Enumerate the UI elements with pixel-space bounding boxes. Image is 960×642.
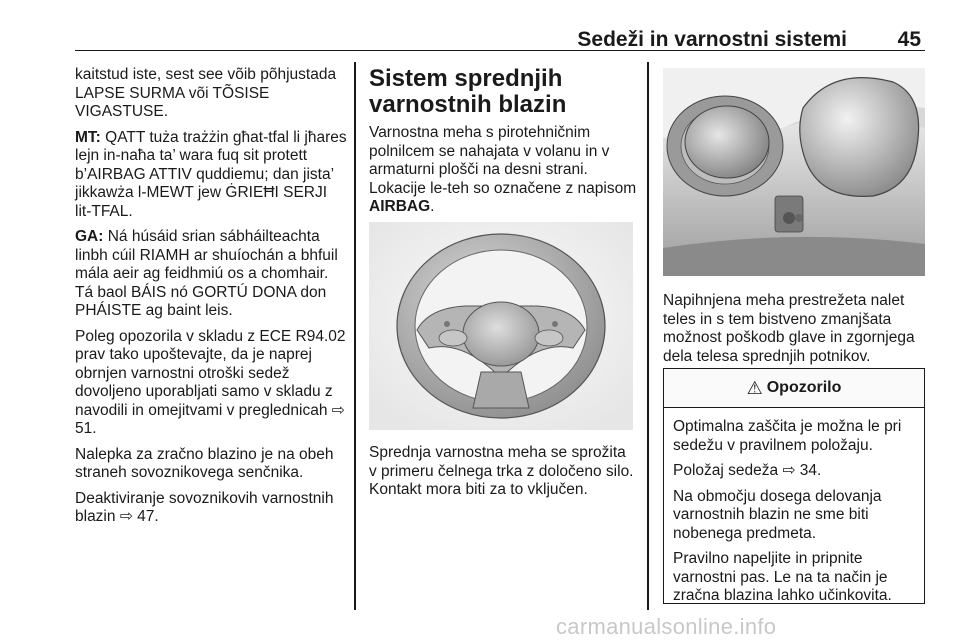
paragraph-airbag-location: Varnostna meha s pirotehničnim polnilcem se nahajata v volanu in v armaturni plošči na desni strani. Lokacije le-teh so označene z napisom AIRBAG. xyxy=(369,124,637,215)
airbag-label-text: AIRBAG xyxy=(369,198,431,215)
paragraph-ece-note: Poleg opozorila v skladu z ECE R94.02 prav tako upoštevajte, da je naprej obrnjen varnostni otroški sedež dovoljeno uporabljati samo v skladu z navodili in omejitvami v preglednicah ⇨ 51. xyxy=(75,327,346,437)
warning-paragraph-3: Na območju dosega delovanja varnostnih blazin ne sme biti nobenega predmeta. xyxy=(673,487,882,542)
paragraph-irish-text: Ná húsáid srian sábháilteachta linbh cúil RIAMH ar shuíochán a bhfuil mála aeir ag feidhmiú os a chomhair. Tá baol BÁIS nó GORTÚ DONA don PHÁISTE ag baint leis. xyxy=(75,228,338,319)
page-reference-link[interactable]: 34 xyxy=(799,462,817,479)
section-heading: Sistem sprednjih varnostnih blazin xyxy=(369,65,567,118)
warning-box xyxy=(663,368,925,604)
steering-wheel-illustration xyxy=(369,222,633,430)
page-number: 45 xyxy=(897,28,921,51)
paragraph-maltese-text: QATT tuża trażżin għat-tfal li jħares lejn in-naħa ta’ wara fuq sit protett b’AIRBAG ATTIV quddiemu; dan jista’ jikkawża l-MEWT jew ĠRIEĦI SERJI lit-TFAL. xyxy=(75,128,347,220)
warning-paragraph-4: Pravilno napeljite in pripnite varnostni pas. Le na ta način je zračna blazina lahko učinkovita. xyxy=(673,550,892,604)
page-header xyxy=(75,28,925,51)
paragraph-airbag-label: Nalepka za zračno blazino je na obeh straneh sovoznikovega senčnika. xyxy=(75,445,334,481)
column-divider-right xyxy=(647,62,649,610)
reference-arrow-icon: ⇨ xyxy=(119,508,133,525)
warning-title: Opozorilo xyxy=(766,379,842,396)
paragraph-irish xyxy=(75,228,347,321)
watermark: carmanualsonline.info xyxy=(556,614,777,639)
paragraph-airbag-effect: Napihnjena meha prestrežeta nalet teles in s tem bistveno zmanjšata možnost poškodb glave in zgornjega dela telesa sprednjih potnikov. xyxy=(663,292,915,365)
warning-header xyxy=(664,369,924,408)
reference-arrow-icon: ⇨ xyxy=(331,401,345,419)
paragraph-deployment: Sprednja varnostna meha se sprožita v primeru čelnega trka z določeno silo. Kontakt mora biti za to vključen. xyxy=(369,444,634,498)
language-label-ga: GA: xyxy=(75,228,104,245)
paragraph-maltese xyxy=(75,129,347,222)
middle-column-lower xyxy=(369,444,637,507)
language-label-mt: MT: xyxy=(75,128,101,146)
page-reference-link[interactable]: 47 xyxy=(137,508,155,525)
middle-column xyxy=(369,66,637,224)
airbag-deployed-icon xyxy=(663,68,925,276)
right-column xyxy=(663,292,929,373)
warning-paragraph-1: Optimalna zaščita je možna le pri sedežu v pravilnem položaju. xyxy=(673,418,902,454)
column-divider-left xyxy=(354,62,356,610)
page-title: Sedeži in varnostni sistemi xyxy=(577,28,847,51)
page-reference-link[interactable]: 51 xyxy=(75,420,93,437)
deployed-airbag-illustration xyxy=(663,68,925,276)
warning-triangle-icon: ⚠ xyxy=(746,377,763,398)
steering-wheel-icon xyxy=(369,222,633,430)
paragraph-deactivation: Deaktiviranje sovoznikovih varnostnih blazin ⇨ 47. xyxy=(75,489,334,525)
warning-paragraph-2: Položaj sedeža ⇨ 34. xyxy=(673,462,822,479)
warning-body xyxy=(664,408,924,606)
paragraph-warning-continued: kaitstud iste, sest see võib põhjustada LAPSE SURMA või TÕSISE VIGASTUSE. xyxy=(75,66,337,120)
left-column xyxy=(75,66,347,534)
reference-arrow-icon: ⇨ xyxy=(782,462,796,479)
